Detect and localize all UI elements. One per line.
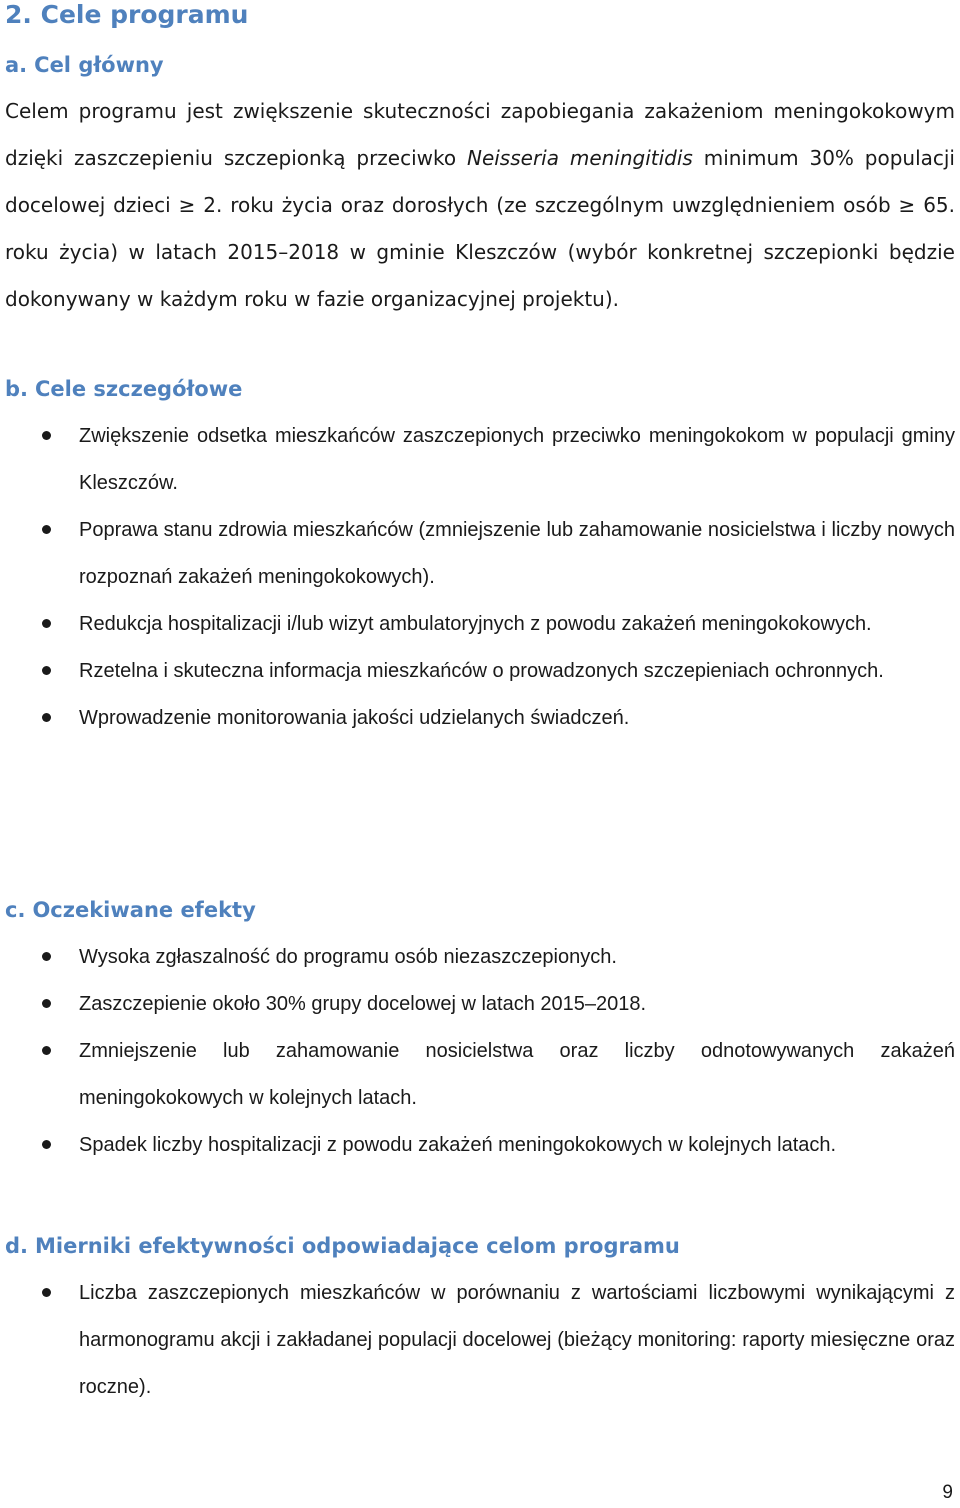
list-item: Rzetelna i skuteczna informacja mieszkańców o prowadzonych szczepieniach ochronnych.	[0, 648, 955, 695]
bullet-icon	[42, 1046, 51, 1055]
bullet-icon	[42, 713, 51, 722]
main-goal-text-1: Celem programu jest zwiększenie skuteczności zapobiegania zakażeniom meningokokowym dzięki zaszczepieniu szczepionką przeciwko	[5, 99, 955, 170]
subheading-specific-goals	[5, 375, 242, 403]
expected-effects-list	[0, 934, 955, 1169]
bullet-icon	[42, 999, 51, 1008]
subheading-expected-effects	[5, 896, 256, 924]
subheading-label: a.	[5, 53, 28, 77]
list-item: Zwiększenie odsetka mieszkańców zaszczepionych przeciwko meningokokom w populacji gminy Kleszczów.	[0, 413, 955, 507]
page-number: 9	[942, 1482, 953, 1503]
bullet-icon	[42, 431, 51, 440]
list-item: Redukcja hospitalizacji i/lub wizyt ambulatoryjnych z powodu zakażeń meningokokowych.	[0, 601, 955, 648]
list-item: Spadek liczby hospitalizacji z powodu zakażeń meningokokowych w kolejnych latach.	[0, 1122, 955, 1169]
main-goal-text-2: minimum 30% populacji docelowej dzieci ≥ 2. roku życia oraz dorosłych (ze szczególnym uwzględnieniem osób ≥ 65. roku życia) w latach 2015–2018 w gminie Kleszczów (wybór konkretnej szczepionki będzie dokonywany w każdym roku w fazie organizacyjnej projektu).	[5, 146, 955, 311]
list-item: Poprawa stanu zdrowia mieszkańców (zmniejszenie lub zahamowanie nosicielstwa i liczby nowych rozpoznań zakażeń meningokokowych).	[0, 507, 955, 601]
bullet-icon	[42, 1140, 51, 1149]
main-goal-italic-term: Neisseria meningitidis	[466, 146, 693, 170]
subheading-label: d.	[5, 1234, 29, 1258]
main-goal-paragraph	[5, 88, 955, 323]
list-item: Zmniejszenie lub zahamowanie nosicielstwa oraz liczby odnotowywanych zakażeń meningokokowych w kolejnych latach.	[0, 1028, 955, 1122]
subheading-main-goal	[5, 51, 164, 79]
subheading-title: Cele szczegółowe	[35, 377, 243, 401]
section-heading: 2. Cele programu	[5, 0, 249, 29]
bullet-icon	[42, 525, 51, 534]
specific-goals-list	[0, 413, 955, 742]
bullet-icon	[42, 952, 51, 961]
bullet-icon	[42, 619, 51, 628]
list-item: Liczba zaszczepionych mieszkańców w porównaniu z wartościami liczbowymi wynikającymi z harmonogramu akcji i zakładanej populacji docelowej (bieżący monitoring: raporty miesięczne oraz roczne).	[0, 1270, 955, 1411]
subheading-label: c.	[5, 898, 26, 922]
bullet-icon	[42, 1288, 51, 1297]
measures-list	[0, 1270, 955, 1411]
subheading-title: Cel główny	[34, 53, 164, 77]
subheading-label: b.	[5, 377, 29, 401]
list-item: Wprowadzenie monitorowania jakości udzielanych świadczeń.	[0, 695, 955, 742]
subheading-title: Mierniki efektywności odpowiadające celom programu	[35, 1234, 680, 1258]
list-item: Wysoka zgłaszalność do programu osób niezaszczepionych.	[0, 934, 955, 981]
bullet-icon	[42, 666, 51, 675]
subheading-title: Oczekiwane efekty	[32, 898, 256, 922]
list-item: Zaszczepienie około 30% grupy docelowej w latach 2015–2018.	[0, 981, 955, 1028]
subheading-measures	[5, 1232, 680, 1260]
